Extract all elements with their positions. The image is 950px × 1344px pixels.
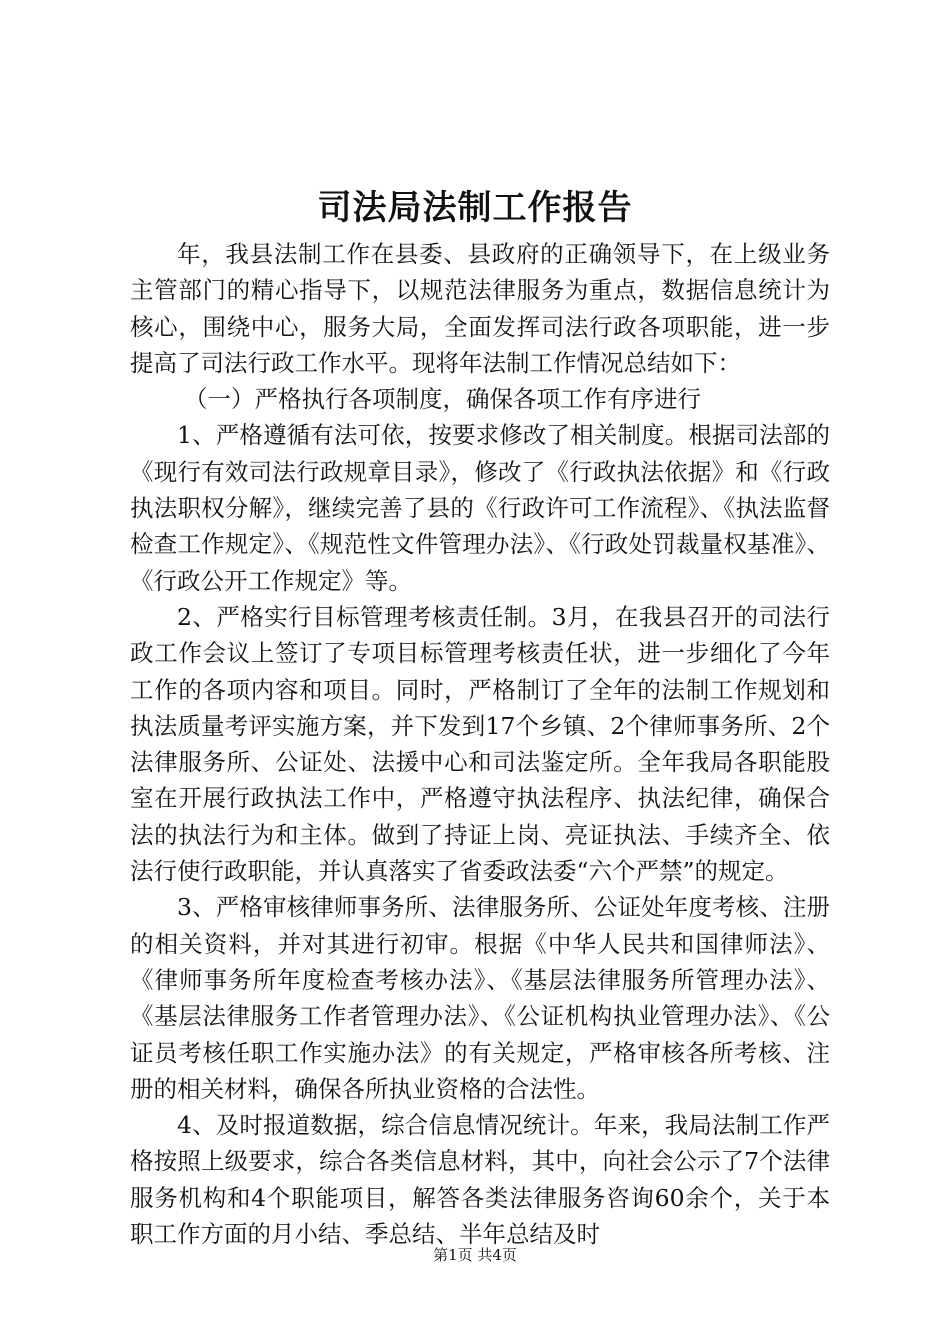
document-body — [130, 236, 830, 1252]
paragraph-item-2: 2、严格实行目标管理考核责任制。3月，在我县召开的司法行政工作会议上签订了专项目标管理考核责任状，进一步细化了今年工作的各项内容和项目。同时，严格制订了全年的法制工作规划和执法质量考评实施方案，并下发到17个乡镇、2个律师事务所、2个法律服务所、公证处、法援中心和司法鉴定所。全年我局各职能股室在开展行政执法工作中，严格遵守执法程序、执法纪律，确保合法的执法行为和主体。做到了持证上岗、亮证执法、手续齐全、依法行使行政职能，并认真落实了省委政法委“六个严禁”的规定。 — [130, 602, 830, 886]
page-footer: 第1页 共4页 — [433, 1246, 517, 1264]
paragraph-item-4: 4、及时报道数据，综合信息情况统计。年来，我局法制工作严格按照上级要求，综合各类信息材料，其中，向社会公示了7个法律服务机构和4个职能项目，解答各类法律服务咨询60余个，关于本职工作方面的月小结、季总结、半年总结及时 — [130, 1111, 830, 1249]
intro-paragraph: 年，我县法制工作在县委、县政府的正确领导下，在上级业务主管部门的精心指导下，以规范法律服务为重点，数据信息统计为核心，围绕中心，服务大局，全面发挥司法行政各项职能，进一步提高了司法行政工作水平。现将年法制工作情况总结如下： — [130, 240, 830, 377]
paragraph-item-1: 1、严格遵循有法可依，按要求修改了相关制度。根据司法部的《现行有效司法行政规章目录》，修改了《行政执法依据》和《行政执法职权分解》，继续完善了县的《行政许可工作流程》、《执法监督检查工作规定》、《规范性文件管理办法》、《行政处罚裁量权基准》、《行政公开工作规定》等。 — [130, 421, 830, 595]
paragraph-item-3: 3、严格审核律师事务所、法律服务所、公证处年度考核、注册的相关资料，并对其进行初审。根据《中华人民共和国律师法》、《律师事务所年度检查考核办法》、《基层法律服务所管理办法》、《基层法律服务工作者管理办法》、《公证机构执业管理办法》、《公证员考核任职工作实施办法》的有关规定，严格审核各所考核、注册的相关材料，确保各所执业资格的合法性。 — [130, 893, 830, 1103]
document-title: 司法局法制工作报告 — [317, 188, 633, 228]
section-heading: （一）严格执行各项制度，确保各项工作有序进行 — [184, 385, 702, 414]
